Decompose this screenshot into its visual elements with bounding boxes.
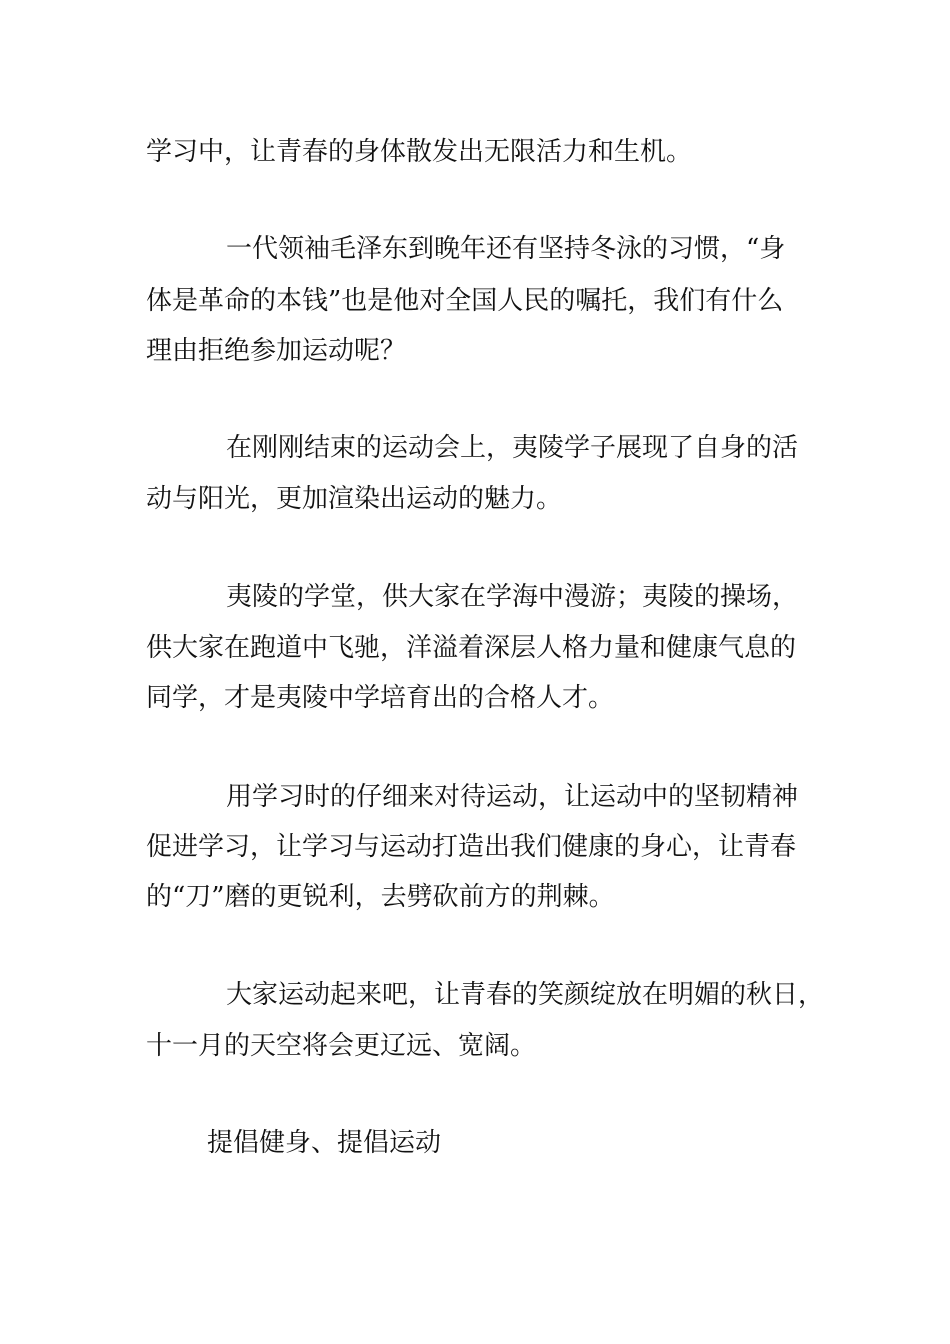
paragraph-line: 夷陵的学堂，供大家在学海中漫游；夷陵的操场， <box>226 582 799 612</box>
paragraph-line: 促进学习，让学习与运动打造出我们健康的身心，让青春 <box>146 832 797 862</box>
section-heading: 提倡健身、提倡运动 <box>207 1128 442 1158</box>
paragraph-line: 一代领袖毛泽东到晚年还有坚持冬泳的习惯，“身 <box>226 234 786 264</box>
paragraph-line: 十一月的天空将会更辽远、宽阔。 <box>146 1031 537 1061</box>
paragraph-line: 理由拒绝参加运动呢？ <box>146 336 407 366</box>
paragraph-line: 的“刀”磨的更锐利，去劈砍前方的荆棘。 <box>146 882 615 912</box>
paragraph-line: 动与阳光，更加渲染出运动的魅力。 <box>146 484 563 514</box>
paragraph-line: 供大家在跑道中飞驰，洋溢着深层人格力量和健康气息的 <box>146 633 797 663</box>
paragraph-line: 在刚刚结束的运动会上，夷陵学子展现了自身的活 <box>226 433 799 463</box>
paragraph-line: 用学习时的仔细来对待运动，让运动中的坚韧精神 <box>226 782 799 812</box>
paragraph-line: 学习中，让青春的身体散发出无限活力和生机。 <box>146 137 693 167</box>
paragraph-line: 体是革命的本钱”也是他对全国人民的嘱托，我们有什么 <box>146 286 784 316</box>
paragraph-line: 同学，才是夷陵中学培育出的合格人才。 <box>146 683 615 713</box>
paragraph-line: 大家运动起来吧，让青春的笑颜绽放在明媚的秋日， <box>226 980 825 1010</box>
